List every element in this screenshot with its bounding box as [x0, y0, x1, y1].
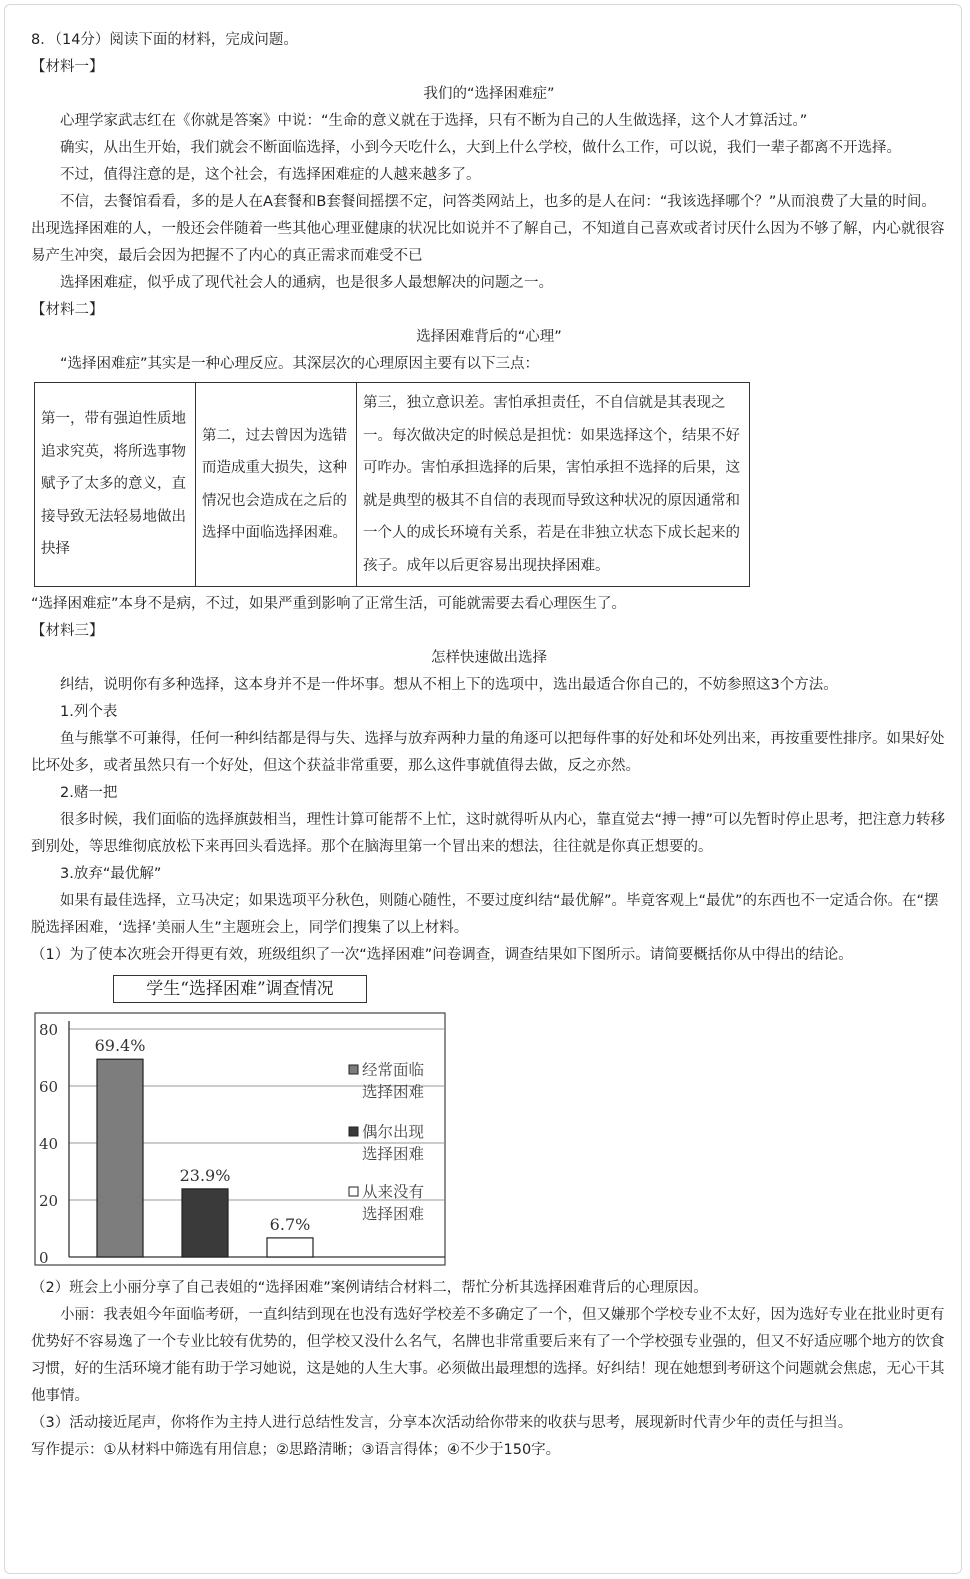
- method-heading: 1.列个表: [60, 704, 118, 720]
- bar-2: [182, 1189, 228, 1257]
- y-tick-label: 0: [39, 1249, 49, 1267]
- material3-label: 【材料三】: [31, 623, 104, 639]
- material2-title: 选择困难背后的“心理”: [416, 329, 562, 345]
- question-card: [4, 4, 962, 1574]
- legend-swatch: [349, 1065, 358, 1074]
- material1-paragraph: 确实，从出生开始，我们就会不断面临选择，小到今天吃什么，大到上什么学校，做什么工作，可以说，我们一辈子都离不开选择。: [60, 140, 901, 156]
- legend-label: 选择困难: [362, 1083, 425, 1101]
- legend-label: 从来没有: [362, 1183, 425, 1201]
- legend-swatch: [349, 1187, 358, 1196]
- y-tick-label: 60: [39, 1078, 59, 1096]
- material1-paragraph: 不信，去餐馆看看，多的是人在A套餐和B套餐间摇摆不定，问答类网站上，也多的是人在问：“我该选择哪个？”从而浪费了大量的时间。出现选择困难的人，一般还会伴随着一些其他心理亚健康的状况比如说并不了解自己，不知道自己喜欢或者讨厌什么因为不够了解，内心就很容易产生冲突，最后会因为把握不了内心的真正需求而难受不已: [31, 194, 945, 264]
- method-heading: 2.赌一把: [60, 785, 118, 801]
- question-content: [31, 27, 947, 1464]
- material3-intro: 纠结，说明你有多种选择，这本身并不是一件坏事。想从不相上下的选项中，选出最适合你自己的，不妨参照这3个方法。: [60, 677, 838, 693]
- legend-label: 经常面临: [362, 1061, 425, 1079]
- y-tick-label: 80: [39, 1021, 59, 1039]
- question-2: （2）班会上小丽分享了自己表姐的“选择困难”案例请结合材料二，帮忙分析其选择困难背后的心理原因。: [31, 1280, 708, 1296]
- legend-label: 选择困难: [362, 1205, 425, 1223]
- material2-label: 【材料二】: [31, 302, 104, 318]
- question-3: （3）活动接近尾声，你将作为主持人进行总结性发言，分享本次活动给你带来的收获与思考，展现新时代青少年的责任与担当。: [31, 1415, 853, 1431]
- material3-title: 怎样快速做出选择: [431, 650, 547, 666]
- survey-chart: [33, 975, 453, 1271]
- material2-outro: “选择困难症”本身不是病，不过，如果严重到影响了正常生活，可能就需要去看心理医生了。: [31, 596, 627, 612]
- y-tick-label: 20: [39, 1192, 59, 1210]
- bar-1: [97, 1059, 143, 1257]
- chart-title: 学生“选择困难”调查情况: [113, 975, 367, 1003]
- writing-tips: 写作提示：①从材料中筛选有用信息；②思路清晰；③语言得体；④不少于150字。: [31, 1442, 561, 1458]
- data-label: 6.7%: [269, 1214, 311, 1234]
- material1-paragraph: 选择困难症，似乎成了现代社会人的通病，也是很多人最想解决的问题之一。: [60, 275, 553, 291]
- question-header: 8．（14分）阅读下面的材料，完成问题。: [31, 32, 298, 48]
- bar-3: [267, 1238, 313, 1257]
- legend-label: 偶尔出现: [362, 1123, 425, 1141]
- bar-chart-svg: [33, 975, 453, 1271]
- method-text: 鱼与熊掌不可兼得，任何一种纠结都是得与失、选择与放弃两种力量的角逐可以把每件事的好处和坏处列出来，再按重要性排序。如果好处比坏处多，或者虽然只有一个好处，但这个获益非常重要，那么这件事就值得去做，反之亦然。: [31, 731, 945, 774]
- method-heading: 3.放弃“最优解”: [60, 866, 162, 882]
- psychology-reasons-table: [34, 382, 750, 587]
- data-label: 23.9%: [179, 1165, 231, 1185]
- legend-label: 选择困难: [362, 1145, 425, 1163]
- reason-cell-1: 第一，带有强迫性质地追求究英，将所选事物赋予了太多的意义，直接导致无法轻易地做出抉择: [35, 383, 196, 587]
- material1-paragraph: 心理学家武志红在《你就是答案》中说：“生命的意义就在于选择，只有不断为自己的人生做选择，这个人才算活过。”: [60, 113, 808, 129]
- reason-cell-3: 第三，独立意识差。害怕承担责任，不自信就是其表现之一。每次做决定的时候总是担忧：如果选择这个，结果不好可咋办。害怕承担选择的后果，害怕承担不选择的后果，这就是典型的极其不自信的表现而导致这种状况的原因通常和一个人的成长环境有关系，若是在非独立状态下成长起来的孩子。成年以后更容易出现抉择困难。: [357, 383, 750, 587]
- data-label: 69.4%: [94, 1036, 146, 1056]
- material2-intro: “选择困难症”其实是一种心理反应。其深层次的心理原因主要有以下三点：: [60, 356, 540, 372]
- question-2-case: 小丽：我表姐今年面临考研，一直纠结到现在也没有选好学校差不多确定了一个，但又嫌那个学校专业不太好，因为选好专业在批业时更有优势好不容易逸了一个专业比较有优势的，但学校又没什么名气，名牌也非常重要后来有了一个学校强专业强的，但又不好适应哪个地方的饮食习惯，好的生活环境才能有助于学习她说，这是她的人生大事。必须做出最理想的选择。好纠结！现在她想到考研这个问题就会焦虑，无心干其他事情。: [31, 1307, 945, 1404]
- reason-cell-2: 第二，过去曾因为选错而造成重大损失，这种情况也会造成在之后的选择中面临选择困难。: [196, 383, 357, 587]
- method-text: 很多时候，我们面临的选择旗鼓相当，理性计算可能帮不上忙，这时就得听从内心，靠直觉去“搏一搏”可以先暂时停止思考，把注意力转移到别处，等思维彻底放松下来再回头看选择。那个在脑海里第一个冒出来的想法，往往就是你真正想要的。: [31, 812, 946, 855]
- method-text: 如果有最佳选择，立马决定；如果选项平分秋色，则随心随性，不要过度纠结“最优解”。毕竟客观上“最优”的东西也不一定适合你。在“摆脱选择困难，‘选择’美丽人生”主题班会上，同学们搜集了以上材料。: [31, 893, 939, 936]
- question-1: （1）为了使本次班会开得更有效，班级组织了一次“选择困难”问卷调查，调查结果如下图所示。请简要概括你从中得出的结论。: [31, 947, 853, 963]
- material1-paragraph: 不过，值得注意的是，这个社会，有选择困难症的人越来越多了。: [60, 167, 481, 183]
- material1-label: 【材料一】: [31, 59, 104, 75]
- y-tick-label: 40: [39, 1135, 59, 1153]
- material1-title: 我们的“选择困难症”: [423, 86, 555, 102]
- legend-swatch: [349, 1127, 358, 1136]
